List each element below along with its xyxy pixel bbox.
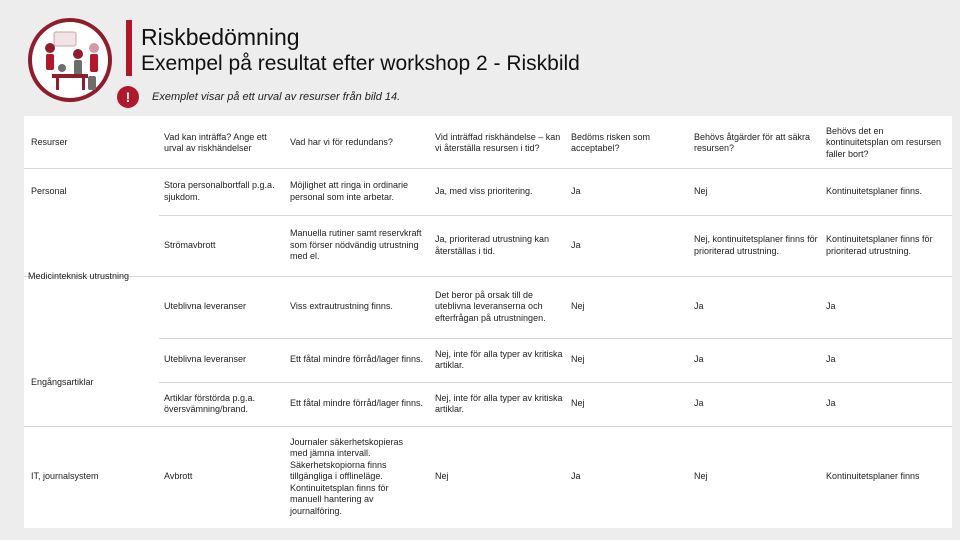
title-accent-bar [126, 20, 132, 76]
acceptable-answer: Ja [571, 185, 581, 196]
header-resources: Resurser [31, 137, 68, 148]
actions-answer: Ja [694, 301, 704, 312]
actions-answer: Nej [694, 471, 708, 482]
redundancy: Möjlighet att ringa in ordinarie personal som inte arbetar. [290, 180, 409, 202]
redundancy: Viss extrautrustning finns. [290, 301, 393, 312]
page-title: Riskbedömning [141, 24, 300, 50]
risk-event: Uteblivna leveranser [164, 301, 247, 312]
resource-label-disposables: Engångsartiklar [31, 377, 94, 388]
resource-label-personal: Personal [31, 185, 67, 196]
header-what-can-happen: Vad kan inträffa? Ange ett urval av riskhändelser [164, 131, 267, 153]
continuity-answer: Ja [826, 354, 836, 365]
exclamation-icon: ! [117, 86, 139, 108]
risk-event: Avbrott [164, 471, 193, 482]
page-subtitle: Exempel på resultat efter workshop 2 - Riskbild [141, 52, 580, 75]
actions-answer: Ja [694, 354, 704, 365]
resource-label-it: IT, journalsystem [31, 471, 99, 482]
risk-event: Artiklar förstörda p.g.a. översvämning/brand. [164, 392, 256, 414]
logo-illustration [28, 18, 112, 102]
redundancy: Ett fåtal mindre förråd/lager finns. [290, 398, 424, 409]
redundancy: Journaler säkerhetskopieras med jämna intervall. Säkerhetskopiorna finns tillgängliga i offlineläge. Kontinuitetsplan finns för manuell hantering av journalföring. [290, 436, 404, 516]
restore-answer: Det beror på orsak till de uteblivna leveranserna och efterfrågan på utrustningen. [435, 289, 546, 323]
restore-answer: Ja, prioriterad utrustning kan återställas i tid. [435, 234, 550, 256]
continuity-answer: Kontinuitetsplaner finns för prioriterad utrustning. [826, 234, 933, 256]
acceptable-answer: Nej [571, 398, 585, 409]
continuity-answer: Kontinuitetsplaner finns. [826, 185, 923, 196]
header-redundancy: Vad har vi för redundans? [290, 137, 393, 148]
continuity-answer: Ja [826, 301, 836, 312]
header-restore-in-time: Vid inträffad riskhändelse – kan vi återställa resursen i tid? [435, 131, 561, 153]
risk-table [24, 116, 952, 528]
resource-label-medtech: Medicinteknisk utrustning [28, 271, 130, 282]
continuity-answer: Ja [826, 398, 836, 409]
redundancy: Ett fåtal mindre förråd/lager finns. [290, 354, 424, 365]
risk-event: Stora personalbortfall p.g.a. sjukdom. [164, 180, 275, 202]
restore-answer: Nej, inte för alla typer av kritiska artiklar. [435, 348, 563, 370]
header-actions-needed: Behövs åtgärder för att säkra resursen? [694, 131, 811, 153]
restore-answer: Ja, med viss prioritering. [435, 185, 533, 196]
actions-answer: Ja [694, 398, 704, 409]
note-text: Exemplet visar på ett urval av resurser från bild 14. [152, 91, 401, 103]
acceptable-answer: Ja [571, 239, 581, 250]
continuity-answer: Kontinuitetsplaner finns [826, 471, 920, 482]
acceptable-answer: Nej [571, 301, 585, 312]
actions-answer: Nej, kontinuitetsplaner finns för prioriterad utrustning. [694, 234, 818, 256]
redundancy: Manuella rutiner samt reservkraft som förser nödvändig utrustning med el. [290, 228, 422, 262]
acceptable-answer: Ja [571, 471, 581, 482]
risk-event: Strömavbrott [164, 239, 216, 250]
risk-event: Uteblivna leveranser [164, 354, 247, 365]
actions-answer: Nej [694, 185, 708, 196]
acceptable-answer: Nej [571, 354, 585, 365]
header-continuity-plan: Behövs det en kontinuitetsplan om resursen faller bort? [826, 125, 942, 159]
restore-answer: Nej [435, 471, 449, 482]
restore-answer: Nej, inte för alla typer av kritiska artiklar. [435, 392, 563, 414]
header-risk-acceptable: Bedöms risken som acceptabel? [571, 131, 651, 153]
